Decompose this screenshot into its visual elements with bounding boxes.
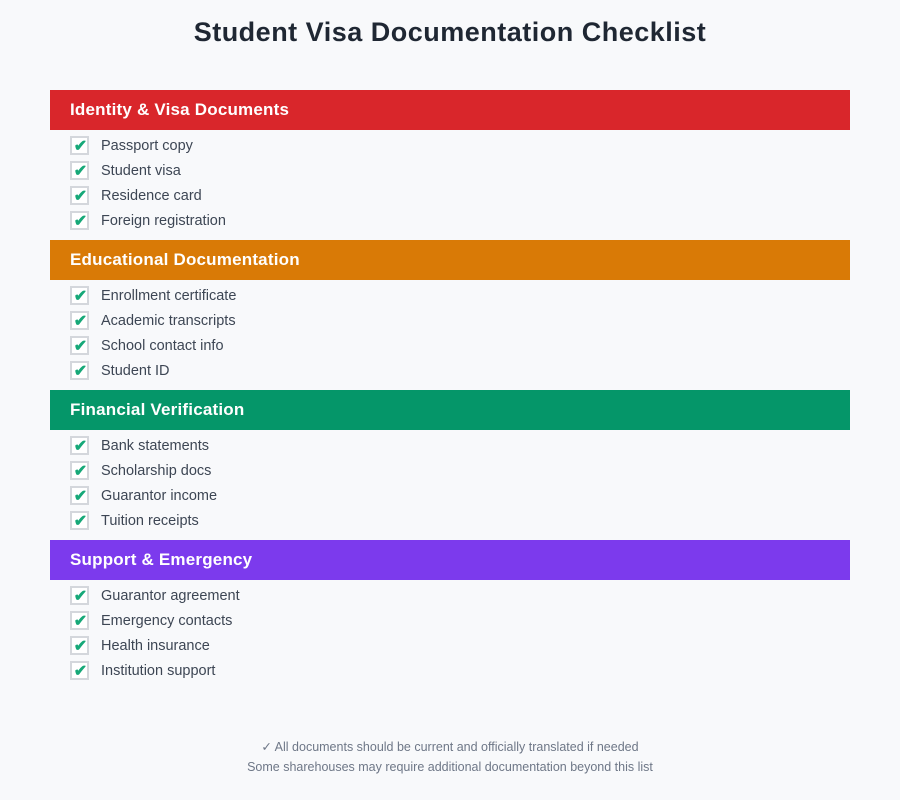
checklist-item-label: Passport copy: [101, 137, 193, 154]
checkmark-icon: ✔: [73, 162, 88, 180]
checklist-item[interactable]: [50, 483, 850, 508]
checklist-item-label: Tuition receipts: [101, 512, 199, 529]
checklist-item[interactable]: [50, 608, 850, 633]
checkmark-icon: ✔: [73, 362, 88, 380]
checklist-item-label: Emergency contacts: [101, 612, 233, 629]
checklist-item-label: Bank statements: [101, 437, 209, 454]
checkbox-checked[interactable]: [70, 661, 89, 680]
checklist-item[interactable]: [50, 583, 850, 608]
checklist-item[interactable]: [50, 508, 850, 533]
checkmark-icon: ✔: [73, 512, 88, 530]
footer-note-2: Some sharehouses may require additional documentation beyond this list: [247, 760, 653, 774]
footer-note-1: ✓ All documents should be current and officially translated if needed: [261, 740, 639, 754]
section-items: [50, 280, 850, 390]
checklist-item[interactable]: [50, 183, 850, 208]
section-header: [50, 390, 850, 430]
checkmark-icon: ✔: [73, 287, 88, 305]
checklist-item-label: Institution support: [101, 662, 216, 679]
checklist-item-label: Guarantor agreement: [101, 587, 240, 604]
section-title: Educational Documentation: [70, 250, 300, 269]
section-header: [50, 540, 850, 580]
checkmark-icon: ✔: [73, 487, 88, 505]
section-header: [50, 90, 850, 130]
section-title: Support & Emergency: [70, 550, 253, 569]
checklist-item-label: Scholarship docs: [101, 462, 212, 479]
checkbox-checked[interactable]: [70, 461, 89, 480]
checklist-item-label: Student visa: [101, 162, 181, 179]
checklist-item[interactable]: [50, 158, 850, 183]
checklist-item-label: Student ID: [101, 362, 170, 379]
checkbox-checked[interactable]: [70, 136, 89, 155]
checklist-section: [50, 240, 850, 390]
checkmark-icon: ✔: [73, 637, 88, 655]
checklist-item-label: Guarantor income: [101, 487, 218, 504]
checklist-item[interactable]: [50, 458, 850, 483]
checkbox-checked[interactable]: [70, 186, 89, 205]
checkmark-icon: ✔: [73, 612, 88, 630]
checkbox-checked[interactable]: [70, 611, 89, 630]
section-header: [50, 240, 850, 280]
checkbox-checked[interactable]: [70, 586, 89, 605]
checkbox-checked[interactable]: [70, 286, 89, 305]
section-title: Identity & Visa Documents: [70, 100, 290, 119]
checkbox-checked[interactable]: [70, 336, 89, 355]
checklist-section: [50, 540, 850, 690]
checkmark-icon: ✔: [73, 587, 88, 605]
checkbox-checked[interactable]: [70, 436, 89, 455]
checklist-item[interactable]: [50, 633, 850, 658]
checklist-container: [50, 90, 850, 690]
checkbox-checked[interactable]: [70, 511, 89, 530]
checklist-item[interactable]: [50, 283, 850, 308]
checkmark-icon: ✔: [73, 312, 88, 330]
checkmark-icon: ✔: [73, 662, 88, 680]
checkbox-checked[interactable]: [70, 361, 89, 380]
checklist-item-label: Health insurance: [101, 637, 210, 654]
page-title: Student Visa Documentation Checklist: [193, 17, 707, 47]
checkmark-icon: ✔: [73, 187, 88, 205]
checkmark-icon: ✔: [73, 337, 88, 355]
checkmark-icon: ✔: [73, 462, 88, 480]
checkmark-icon: ✔: [73, 137, 88, 155]
section-items: [50, 430, 850, 540]
checklist-item-label: Enrollment certificate: [101, 287, 237, 304]
section-items: [50, 580, 850, 690]
checklist-item-label: Foreign registration: [101, 212, 226, 229]
checklist-item[interactable]: [50, 308, 850, 333]
checklist-section: [50, 90, 850, 240]
checklist-item-label: School contact info: [101, 337, 224, 354]
checkbox-checked[interactable]: [70, 486, 89, 505]
checklist-item[interactable]: [50, 358, 850, 383]
checkbox-checked[interactable]: [70, 311, 89, 330]
checkbox-checked[interactable]: [70, 211, 89, 230]
footer-notes: [0, 737, 900, 777]
checkmark-icon: ✔: [73, 212, 88, 230]
checklist-item[interactable]: [50, 658, 850, 683]
checklist-item[interactable]: [50, 208, 850, 233]
checklist-item[interactable]: [50, 433, 850, 458]
checklist-item[interactable]: [50, 133, 850, 158]
checkbox-checked[interactable]: [70, 161, 89, 180]
checklist-item-label: Residence card: [101, 187, 202, 204]
checkbox-checked[interactable]: [70, 636, 89, 655]
section-items: [50, 130, 850, 240]
checkmark-icon: ✔: [73, 437, 88, 455]
checklist-item[interactable]: [50, 333, 850, 358]
section-title: Financial Verification: [70, 400, 245, 419]
checklist-item-label: Academic transcripts: [101, 312, 236, 329]
checklist-section: [50, 390, 850, 540]
